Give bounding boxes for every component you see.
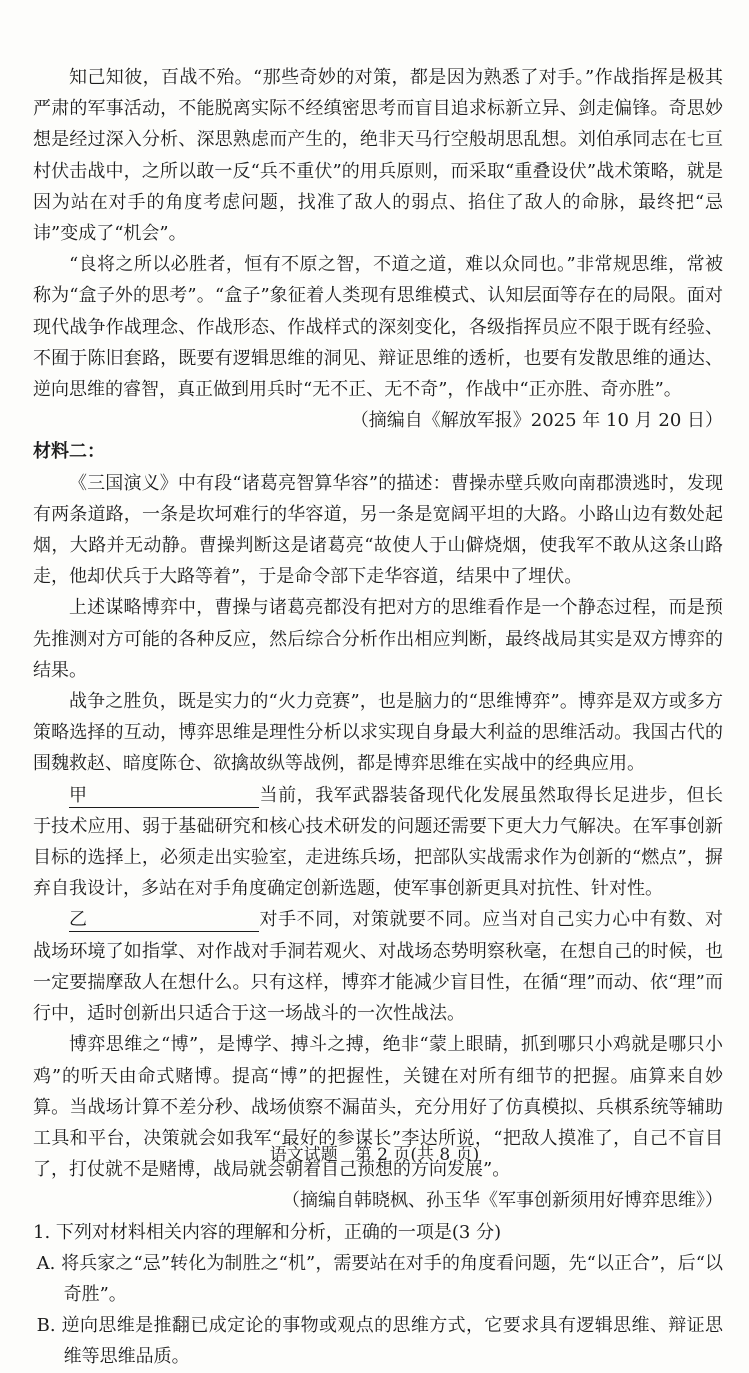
question-1-option-a: A. 将兵家之“忌”转化为制胜之“机”，需要站在对手的角度看问题，先“以正合”，后“以奇胜”。	[36, 1252, 723, 1305]
material2-paragraph-3: 战争之胜负，既是实力的“火力竞赛”，也是脑力的“思维博弈”。博弈是双方或多方策略选择的互动，博弈思维是理性分析以求实现自身最大利益的思维活动。我国古代的围魏救赵、暗度陈仓、欲擒故纵等战例，都是博弈思维在实战中的经典应用。	[33, 691, 723, 775]
material2-paragraph-6: 博弈思维之“博”，是博学、搏斗之搏，绝非“蒙上眼睛，抓到哪只小鸡就是哪只小鸡”的听天由命式赌博。提高“博”的把握性，关键在对所有细节的把握。庙算来自妙算。当战场计算不差分秒、战场侦察不漏苗头，充分用好了仿真模拟、兵棋系统等辅助工具和平台，决策就会如我军“最好的参谋长”李达所说，“把敌人摸准了，自己不盲目了，打仗就不是赌博，战局就会朝着自己预想的方向发展”。	[33, 1034, 723, 1181]
material2-paragraph-4	[33, 780, 723, 905]
material1-source: （摘编自《解放军报》2025 年 10 月 20 日）	[350, 410, 723, 432]
page-content	[33, 62, 723, 1373]
blank-yi: 乙	[69, 909, 259, 932]
blank-jia: 甲	[69, 785, 259, 808]
material2-paragraph-5	[33, 904, 723, 1029]
material1-paragraph-1: 知己知彼，百战不殆。“那些奇妙的对策，都是因为熟悉了对手。”作战指挥是极其严肃的军事活动，不能脱离实际不经缜密思考而盲目追求标新立异、剑走偏锋。奇思妙想是经过深入分析、深思熟虑而产生的，绝非天马行空般胡思乱想。刘伯承同志在七亘村伏击战中，之所以敢一反“兵不重伏”的用兵原则，而采取“重叠设伏”战术策略，就是因为站在对手的角度考虑问题，找准了敌人的弱点、掐住了敌人的命脉，最终把“忌讳”变成了“机会”。	[33, 67, 723, 245]
question-1-option-b: B. 逆向思维是推翻已成定论的事物或观点的思维方式，它要求具有逻辑思维、辩证思维等思维品质。	[36, 1315, 723, 1368]
material2-paragraph-5-text: 对手不同，对策就要不同。应当对自己实力心中有数、对战场环境了如指掌、对作战对手洞若观火、对战场态势明察秋毫，在想自己的时候，也一定要揣摩敌人在想什么。只有这样，博弈才能减少盲目性，在循“理”而动、依“理”而行中，适时创新出只适合于这一场战斗的一次性战法。	[33, 909, 723, 1025]
page-footer: 语文试题 第 2 页(共 8 页)	[269, 1145, 480, 1165]
material2-paragraph-1: 《三国演义》中有段“诸葛亮智算华容”的描述：曹操赤壁兵败向南郡溃逃时，发现有两条道路，一条是坎坷难行的华容道，另一条是宽阔平坦的大路。小路山边有数处起烟，大路并无动静。曹操判断这是诸葛亮“故使人于山僻烧烟，使我军不敢从这条山路走，他却伏兵于大路等着”，于是命令部下走华容道，结果中了埋伏。	[33, 472, 723, 588]
material1-paragraph-2: “良将之所以必胜者，恒有不原之智，不道之道，难以众同也。”非常规思维，常被称为“盒子外的思考”。“盒子”象征着人类现有思维模式、认知层面等存在的局限。面对现代战争作战理念、作战形态、作战样式的深刻变化，各级指挥员应不限于既有经验、不囿于陈旧套路，既要有逻辑思维的洞见、辩证思维的透析，也要有发散思维的通达、逆向思维的睿智，真正做到用兵时“无不正、无不奇”，作战中“正亦胜、奇亦胜”。	[33, 254, 723, 401]
material2-paragraph-4-text: 当前，我军武器装备现代化发展虽然取得长足进步，但长于技术应用、弱于基础研究和核心技术研发的问题还需要下更大力气解决。在军事创新目标的选择上，必须走出实验室，走进练兵场，把部队实战需求作为创新的“燃点”，摒弃自我设计，多站在对手角度确定创新选题，使军事创新更具对抗性、针对性。	[33, 784, 723, 900]
material2-paragraph-2: 上述谋略博弈中，曹操与诸葛亮都没有把对方的思维看作是一个静态过程，而是预先推测对方可能的各种反应，然后综合分析作出相应判断，最终战局其实是双方博弈的结果。	[33, 597, 723, 681]
question-1-stem: 1. 下列对材料相关内容的理解和分析，正确的一项是(3 分)	[33, 1221, 502, 1243]
material2-source: （摘编自韩晓枫、孙玉华《军事创新须用好博弈思维》）	[282, 1190, 723, 1212]
material2-heading: 材料二：	[33, 441, 105, 463]
